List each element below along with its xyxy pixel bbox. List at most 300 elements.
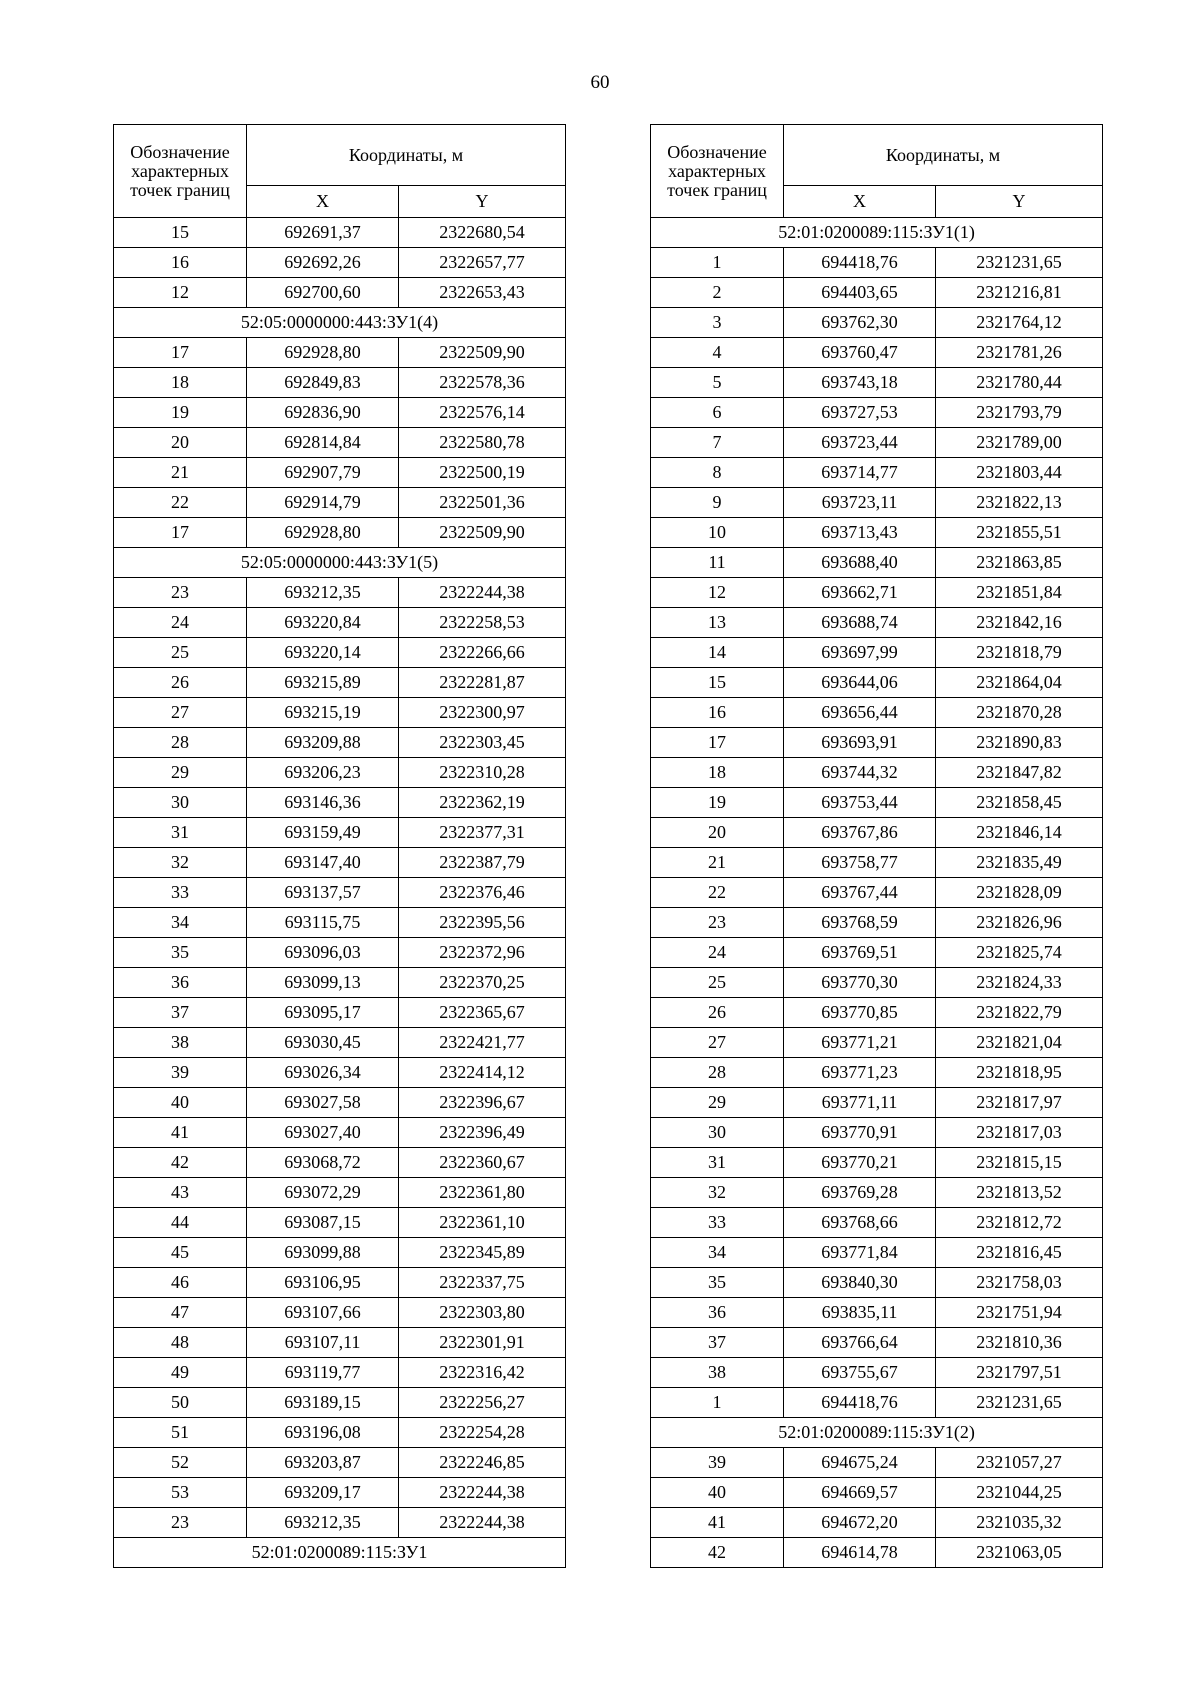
- y-coordinate-cell: 2321815,15: [936, 1148, 1103, 1178]
- point-number-cell: 32: [114, 848, 247, 878]
- point-number-cell: 10: [651, 518, 784, 548]
- point-number-cell: 2: [651, 278, 784, 308]
- y-coordinate-cell: 2322266,66: [399, 638, 566, 668]
- table-row: [651, 938, 1103, 968]
- table-row: [114, 218, 566, 248]
- x-coordinate-cell: 693068,72: [247, 1148, 399, 1178]
- x-coordinate-cell: 693212,35: [247, 1508, 399, 1538]
- point-number-cell: 25: [651, 968, 784, 998]
- table-row: [114, 368, 566, 398]
- table-row: [114, 788, 566, 818]
- x-coordinate-cell: 693769,28: [784, 1178, 936, 1208]
- x-coordinate-cell: 693770,85: [784, 998, 936, 1028]
- y-coordinate-cell: 2322653,43: [399, 278, 566, 308]
- point-number-cell: 40: [651, 1478, 784, 1508]
- point-number-cell: 24: [114, 608, 247, 638]
- x-coordinate-cell: 693027,40: [247, 1118, 399, 1148]
- y-coordinate-cell: 2322501,36: [399, 488, 566, 518]
- point-number-cell: 17: [114, 338, 247, 368]
- y-coordinate-cell: 2321890,83: [936, 728, 1103, 758]
- x-header: X: [247, 186, 399, 218]
- x-coordinate-cell: 694418,76: [784, 248, 936, 278]
- x-coordinate-cell: 693030,45: [247, 1028, 399, 1058]
- y-coordinate-cell: 2321789,00: [936, 428, 1103, 458]
- point-number-cell: 27: [651, 1028, 784, 1058]
- table-row: [114, 1328, 566, 1358]
- y-coordinate-cell: 2321817,97: [936, 1088, 1103, 1118]
- y-coordinate-cell: 2322396,67: [399, 1088, 566, 1118]
- y-coordinate-cell: 2321824,33: [936, 968, 1103, 998]
- point-number-cell: 18: [114, 368, 247, 398]
- y-coordinate-cell: 2322372,96: [399, 938, 566, 968]
- y-header: Y: [936, 186, 1103, 218]
- x-coordinate-cell: 693215,19: [247, 698, 399, 728]
- point-number-cell: 29: [114, 758, 247, 788]
- table-row: [114, 338, 566, 368]
- table-row: [114, 668, 566, 698]
- point-number-cell: 6: [651, 398, 784, 428]
- table-row: [114, 1478, 566, 1508]
- table-row: [651, 1268, 1103, 1298]
- table-row: [114, 1148, 566, 1178]
- table-row: [114, 1058, 566, 1088]
- table-row: [651, 338, 1103, 368]
- y-coordinate-cell: 2321758,03: [936, 1268, 1103, 1298]
- y-coordinate-cell: 2321858,45: [936, 788, 1103, 818]
- y-coordinate-cell: 2321810,36: [936, 1328, 1103, 1358]
- table-row: [651, 1118, 1103, 1148]
- section-cadastral-number: 52:01:0200089:115:ЗУ1(1): [651, 218, 1103, 248]
- table-row: [114, 248, 566, 278]
- table-row: [114, 1388, 566, 1418]
- point-number-cell: 31: [114, 818, 247, 848]
- x-coordinate-cell: 693713,43: [784, 518, 936, 548]
- table-row: [651, 1028, 1103, 1058]
- table-row: [651, 878, 1103, 908]
- y-coordinate-cell: 2322337,75: [399, 1268, 566, 1298]
- table-row: [651, 1298, 1103, 1328]
- x-coordinate-cell: 693771,84: [784, 1238, 936, 1268]
- y-coordinate-cell: 2321803,44: [936, 458, 1103, 488]
- y-coordinate-cell: 2322365,67: [399, 998, 566, 1028]
- y-coordinate-cell: 2321751,94: [936, 1298, 1103, 1328]
- y-coordinate-cell: 2321781,26: [936, 338, 1103, 368]
- x-coordinate-cell: 693215,89: [247, 668, 399, 698]
- x-coordinate-cell: 692928,80: [247, 518, 399, 548]
- x-coordinate-cell: 692814,84: [247, 428, 399, 458]
- table-row: [114, 1088, 566, 1118]
- y-coordinate-cell: 2322680,54: [399, 218, 566, 248]
- point-designation-header: Обозначение характерных точек границ: [114, 125, 247, 218]
- table-row: [651, 1358, 1103, 1388]
- table-row: [651, 638, 1103, 668]
- y-coordinate-cell: 2322370,25: [399, 968, 566, 998]
- point-number-cell: 36: [114, 968, 247, 998]
- point-number-cell: 26: [114, 668, 247, 698]
- y-coordinate-cell: 2322395,56: [399, 908, 566, 938]
- point-number-cell: 40: [114, 1088, 247, 1118]
- x-coordinate-cell: 692691,37: [247, 218, 399, 248]
- x-coordinate-cell: 693688,40: [784, 548, 936, 578]
- y-coordinate-cell: 2322244,38: [399, 578, 566, 608]
- y-coordinate-cell: 2322396,49: [399, 1118, 566, 1148]
- x-coordinate-cell: 694614,78: [784, 1538, 936, 1568]
- x-coordinate-cell: 693693,91: [784, 728, 936, 758]
- point-number-cell: 12: [114, 278, 247, 308]
- point-number-cell: 11: [651, 548, 784, 578]
- x-coordinate-cell: 692700,60: [247, 278, 399, 308]
- point-designation-header: Обозначение характерных точек границ: [651, 125, 784, 218]
- point-number-cell: 15: [651, 668, 784, 698]
- point-number-cell: 13: [651, 608, 784, 638]
- x-coordinate-cell: 693115,75: [247, 908, 399, 938]
- point-number-cell: 23: [114, 578, 247, 608]
- x-coordinate-cell: 692928,80: [247, 338, 399, 368]
- y-coordinate-cell: 2321870,28: [936, 698, 1103, 728]
- x-coordinate-cell: 692914,79: [247, 488, 399, 518]
- y-coordinate-cell: 2321780,44: [936, 368, 1103, 398]
- point-number-cell: 22: [114, 488, 247, 518]
- point-number-cell: 41: [651, 1508, 784, 1538]
- table-row: [651, 548, 1103, 578]
- table-row: [651, 1088, 1103, 1118]
- point-number-cell: 36: [651, 1298, 784, 1328]
- point-number-cell: 41: [114, 1118, 247, 1148]
- table-row: [114, 698, 566, 728]
- y-coordinate-cell: 2322301,91: [399, 1328, 566, 1358]
- point-number-cell: 46: [114, 1268, 247, 1298]
- x-coordinate-cell: 692836,90: [247, 398, 399, 428]
- point-number-cell: 28: [651, 1058, 784, 1088]
- x-coordinate-cell: 693072,29: [247, 1178, 399, 1208]
- y-coordinate-cell: 2321216,81: [936, 278, 1103, 308]
- y-coordinate-cell: 2322316,42: [399, 1358, 566, 1388]
- point-number-cell: 39: [651, 1448, 784, 1478]
- y-coordinate-cell: 2321863,85: [936, 548, 1103, 578]
- y-coordinate-cell: 2321231,65: [936, 1388, 1103, 1418]
- table-row: [114, 878, 566, 908]
- x-coordinate-cell: 693767,44: [784, 878, 936, 908]
- table-row: [651, 1328, 1103, 1358]
- table-row: [651, 308, 1103, 338]
- y-coordinate-cell: 2321817,03: [936, 1118, 1103, 1148]
- table-row: [114, 938, 566, 968]
- table-row: [651, 278, 1103, 308]
- table-row: [651, 758, 1103, 788]
- x-coordinate-cell: 693835,11: [784, 1298, 936, 1328]
- point-number-cell: 19: [114, 398, 247, 428]
- table-row: [651, 518, 1103, 548]
- x-coordinate-cell: 693206,23: [247, 758, 399, 788]
- point-number-cell: 28: [114, 728, 247, 758]
- table-row: [114, 518, 566, 548]
- point-number-cell: 37: [651, 1328, 784, 1358]
- y-coordinate-cell: 2321842,16: [936, 608, 1103, 638]
- point-number-cell: 29: [651, 1088, 784, 1118]
- point-number-cell: 38: [651, 1358, 784, 1388]
- y-coordinate-cell: 2321044,25: [936, 1478, 1103, 1508]
- x-coordinate-cell: 693758,77: [784, 848, 936, 878]
- x-coordinate-cell: 693755,67: [784, 1358, 936, 1388]
- table-row: [651, 608, 1103, 638]
- table-row: [114, 1508, 566, 1538]
- x-coordinate-cell: 693768,59: [784, 908, 936, 938]
- x-coordinate-cell: 693770,91: [784, 1118, 936, 1148]
- table-row: [651, 818, 1103, 848]
- point-number-cell: 34: [651, 1238, 784, 1268]
- section-row: [114, 308, 566, 338]
- table-row: [651, 1238, 1103, 1268]
- table-row: [114, 848, 566, 878]
- point-number-cell: 16: [114, 248, 247, 278]
- y-coordinate-cell: 2322578,36: [399, 368, 566, 398]
- table-row: [651, 1388, 1103, 1418]
- table-row: [651, 968, 1103, 998]
- table-row: [651, 398, 1103, 428]
- section-row: [651, 218, 1103, 248]
- x-coordinate-cell: 694669,57: [784, 1478, 936, 1508]
- point-number-cell: 42: [651, 1538, 784, 1568]
- y-coordinate-cell: 2321812,72: [936, 1208, 1103, 1238]
- point-number-cell: 7: [651, 428, 784, 458]
- point-number-cell: 50: [114, 1388, 247, 1418]
- point-number-cell: 18: [651, 758, 784, 788]
- y-coordinate-cell: 2322377,31: [399, 818, 566, 848]
- point-number-cell: 39: [114, 1058, 247, 1088]
- table-row: [651, 1058, 1103, 1088]
- y-coordinate-cell: 2322657,77: [399, 248, 566, 278]
- y-coordinate-cell: 2322246,85: [399, 1448, 566, 1478]
- x-coordinate-cell: 693189,15: [247, 1388, 399, 1418]
- x-coordinate-cell: 693212,35: [247, 578, 399, 608]
- x-coordinate-cell: 693770,21: [784, 1148, 936, 1178]
- table-row: [114, 608, 566, 638]
- x-coordinate-cell: 692692,26: [247, 248, 399, 278]
- point-number-cell: 38: [114, 1028, 247, 1058]
- x-coordinate-cell: 693146,36: [247, 788, 399, 818]
- coordinates-table-left: [113, 124, 566, 1568]
- table-row: [114, 758, 566, 788]
- section-row: [114, 1538, 566, 1568]
- point-number-cell: 49: [114, 1358, 247, 1388]
- x-coordinate-cell: 693688,74: [784, 608, 936, 638]
- table-row: [651, 368, 1103, 398]
- y-coordinate-cell: 2321797,51: [936, 1358, 1103, 1388]
- y-coordinate-cell: 2321821,04: [936, 1028, 1103, 1058]
- point-number-cell: 21: [651, 848, 784, 878]
- point-number-cell: 14: [651, 638, 784, 668]
- x-coordinate-cell: 693727,53: [784, 398, 936, 428]
- table-row: [114, 458, 566, 488]
- y-coordinate-cell: 2321231,65: [936, 248, 1103, 278]
- x-coordinate-cell: 693714,77: [784, 458, 936, 488]
- x-coordinate-cell: 693769,51: [784, 938, 936, 968]
- y-coordinate-cell: 2321851,84: [936, 578, 1103, 608]
- table-row: [651, 1178, 1103, 1208]
- x-coordinate-cell: 693209,17: [247, 1478, 399, 1508]
- table-row: [651, 1208, 1103, 1238]
- coordinates-table-right: [650, 124, 1103, 1568]
- y-coordinate-cell: 2322310,28: [399, 758, 566, 788]
- table-row: [114, 1418, 566, 1448]
- point-number-cell: 51: [114, 1418, 247, 1448]
- y-coordinate-cell: 2322360,67: [399, 1148, 566, 1178]
- point-number-cell: 15: [114, 218, 247, 248]
- x-coordinate-cell: 693767,86: [784, 818, 936, 848]
- y-header: Y: [399, 186, 566, 218]
- table-row: [651, 488, 1103, 518]
- point-number-cell: 23: [114, 1508, 247, 1538]
- point-number-cell: 3: [651, 308, 784, 338]
- x-coordinate-cell: 693107,66: [247, 1298, 399, 1328]
- table-row: [651, 428, 1103, 458]
- y-coordinate-cell: 2322376,46: [399, 878, 566, 908]
- point-number-cell: 44: [114, 1208, 247, 1238]
- point-number-cell: 1: [651, 1388, 784, 1418]
- x-coordinate-cell: 693209,88: [247, 728, 399, 758]
- x-coordinate-cell: 693743,18: [784, 368, 936, 398]
- x-coordinate-cell: 693147,40: [247, 848, 399, 878]
- x-coordinate-cell: 693723,44: [784, 428, 936, 458]
- y-coordinate-cell: 2321822,13: [936, 488, 1103, 518]
- y-coordinate-cell: 2322580,78: [399, 428, 566, 458]
- section-cadastral-number: 52:05:0000000:443:ЗУ1(5): [114, 548, 566, 578]
- x-coordinate-cell: 694403,65: [784, 278, 936, 308]
- table-row: [114, 1028, 566, 1058]
- x-coordinate-cell: 694418,76: [784, 1388, 936, 1418]
- y-coordinate-cell: 2322300,97: [399, 698, 566, 728]
- y-coordinate-cell: 2321818,79: [936, 638, 1103, 668]
- point-number-cell: 5: [651, 368, 784, 398]
- point-number-cell: 4: [651, 338, 784, 368]
- x-coordinate-cell: 693107,11: [247, 1328, 399, 1358]
- y-coordinate-cell: 2322509,90: [399, 518, 566, 548]
- point-number-cell: 47: [114, 1298, 247, 1328]
- y-coordinate-cell: 2322303,45: [399, 728, 566, 758]
- x-coordinate-cell: 693753,44: [784, 788, 936, 818]
- x-coordinate-cell: 693644,06: [784, 668, 936, 698]
- point-number-cell: 25: [114, 638, 247, 668]
- table-row: [114, 998, 566, 1028]
- point-number-cell: 20: [651, 818, 784, 848]
- x-coordinate-cell: 693768,66: [784, 1208, 936, 1238]
- point-number-cell: 24: [651, 938, 784, 968]
- x-coordinate-cell: 693203,87: [247, 1448, 399, 1478]
- x-coordinate-cell: 692849,83: [247, 368, 399, 398]
- y-coordinate-cell: 2322254,28: [399, 1418, 566, 1448]
- y-coordinate-cell: 2321793,79: [936, 398, 1103, 428]
- y-coordinate-cell: 2321855,51: [936, 518, 1103, 548]
- table-row: [114, 1208, 566, 1238]
- point-number-cell: 17: [114, 518, 247, 548]
- y-coordinate-cell: 2321063,05: [936, 1538, 1103, 1568]
- point-number-cell: 37: [114, 998, 247, 1028]
- table-row: [114, 578, 566, 608]
- y-coordinate-cell: 2321035,32: [936, 1508, 1103, 1538]
- x-coordinate-cell: 693723,11: [784, 488, 936, 518]
- point-number-cell: 31: [651, 1148, 784, 1178]
- y-coordinate-cell: 2321825,74: [936, 938, 1103, 968]
- point-number-cell: 33: [114, 878, 247, 908]
- section-cadastral-number: 52:01:0200089:115:ЗУ1(2): [651, 1418, 1103, 1448]
- point-number-cell: 20: [114, 428, 247, 458]
- y-coordinate-cell: 2322509,90: [399, 338, 566, 368]
- y-coordinate-cell: 2322256,27: [399, 1388, 566, 1418]
- point-number-cell: 30: [114, 788, 247, 818]
- x-coordinate-cell: 693095,17: [247, 998, 399, 1028]
- y-coordinate-cell: 2322244,38: [399, 1478, 566, 1508]
- point-number-cell: 52: [114, 1448, 247, 1478]
- x-coordinate-cell: 693771,11: [784, 1088, 936, 1118]
- x-coordinate-cell: 693771,23: [784, 1058, 936, 1088]
- point-number-cell: 21: [114, 458, 247, 488]
- y-coordinate-cell: 2322421,77: [399, 1028, 566, 1058]
- y-coordinate-cell: 2322500,19: [399, 458, 566, 488]
- point-number-cell: 43: [114, 1178, 247, 1208]
- table-row: [651, 788, 1103, 818]
- table-row: [114, 638, 566, 668]
- x-coordinate-cell: 693159,49: [247, 818, 399, 848]
- point-number-cell: 16: [651, 698, 784, 728]
- point-number-cell: 17: [651, 728, 784, 758]
- table-row: [114, 1298, 566, 1328]
- table-row: [114, 1238, 566, 1268]
- point-number-cell: 27: [114, 698, 247, 728]
- point-number-cell: 9: [651, 488, 784, 518]
- point-number-cell: 23: [651, 908, 784, 938]
- table-row: [114, 1448, 566, 1478]
- y-coordinate-cell: 2321816,45: [936, 1238, 1103, 1268]
- y-coordinate-cell: 2321864,04: [936, 668, 1103, 698]
- point-number-cell: 48: [114, 1328, 247, 1358]
- point-number-cell: 33: [651, 1208, 784, 1238]
- table-row: [114, 1118, 566, 1148]
- x-coordinate-cell: 692907,79: [247, 458, 399, 488]
- x-header: X: [784, 186, 936, 218]
- x-coordinate-cell: 693744,32: [784, 758, 936, 788]
- table-row: [651, 698, 1103, 728]
- x-coordinate-cell: 693026,34: [247, 1058, 399, 1088]
- table-row: [114, 1358, 566, 1388]
- coordinates-header: Координаты, м: [247, 125, 566, 186]
- y-coordinate-cell: 2321813,52: [936, 1178, 1103, 1208]
- point-number-cell: 12: [651, 578, 784, 608]
- table-row: [114, 428, 566, 458]
- x-coordinate-cell: 693656,44: [784, 698, 936, 728]
- point-number-cell: 53: [114, 1478, 247, 1508]
- table-row: [114, 488, 566, 518]
- section-cadastral-number: 52:05:0000000:443:ЗУ1(4): [114, 308, 566, 338]
- section-row: [651, 1418, 1103, 1448]
- y-coordinate-cell: 2322345,89: [399, 1238, 566, 1268]
- table-row: [651, 998, 1103, 1028]
- coordinates-header: Координаты, м: [784, 125, 1103, 186]
- x-coordinate-cell: 694675,24: [784, 1448, 936, 1478]
- y-coordinate-cell: 2322361,80: [399, 1178, 566, 1208]
- y-coordinate-cell: 2322244,38: [399, 1508, 566, 1538]
- x-coordinate-cell: 693099,88: [247, 1238, 399, 1268]
- x-coordinate-cell: 693220,14: [247, 638, 399, 668]
- point-number-cell: 35: [651, 1268, 784, 1298]
- table-row: [651, 848, 1103, 878]
- section-row: [114, 548, 566, 578]
- y-coordinate-cell: 2322387,79: [399, 848, 566, 878]
- y-coordinate-cell: 2321818,95: [936, 1058, 1103, 1088]
- table-row: [114, 398, 566, 428]
- table-row: [114, 278, 566, 308]
- table-row: [651, 1478, 1103, 1508]
- x-coordinate-cell: 693087,15: [247, 1208, 399, 1238]
